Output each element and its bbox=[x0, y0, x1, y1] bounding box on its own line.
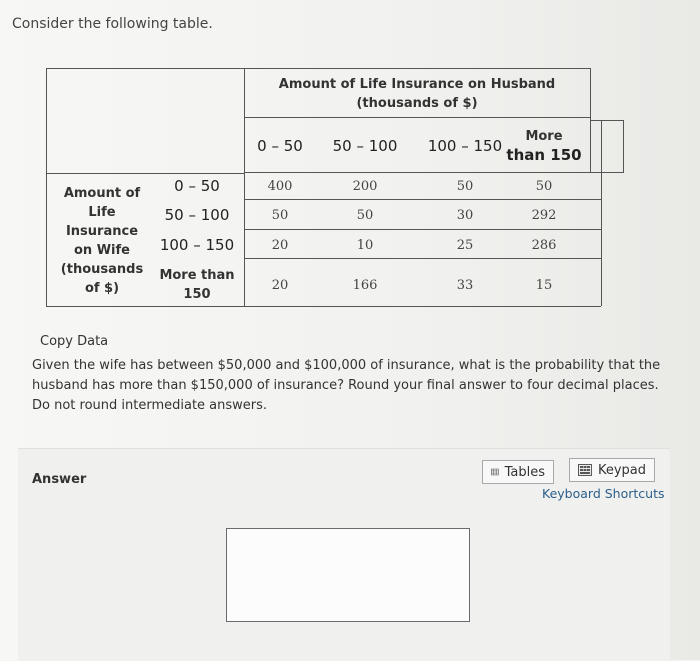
keyboard-shortcuts-link[interactable]: Keyboard Shortcuts bbox=[542, 486, 665, 501]
keypad-button-label: Keypad bbox=[597, 462, 646, 478]
table-cell: 200 bbox=[352, 178, 378, 194]
table-line bbox=[601, 120, 602, 306]
wife-header-line: of $) bbox=[84, 281, 120, 296]
wife-header-line: Life bbox=[88, 205, 116, 220]
table-cell: 50 bbox=[535, 178, 553, 194]
keypad-button[interactable] bbox=[569, 458, 655, 482]
table-cell: 33 bbox=[456, 277, 474, 293]
tables-button-label: Tables bbox=[504, 464, 545, 480]
table-border-top bbox=[46, 68, 590, 69]
table-line bbox=[244, 199, 601, 200]
row-header-more-than: More than bbox=[159, 268, 235, 283]
table-cell: 50 bbox=[271, 207, 289, 223]
row-header-0-50: 0 – 50 bbox=[174, 176, 220, 195]
column-header-more: More bbox=[525, 129, 563, 144]
husband-header bbox=[244, 74, 590, 114]
table-cell: 400 bbox=[267, 178, 293, 194]
table-line bbox=[244, 229, 601, 230]
table-cell: 286 bbox=[531, 237, 557, 253]
row-header-100-150: 100 – 150 bbox=[159, 235, 235, 254]
husband-header-line1: Amount of Life Insurance on Husband bbox=[278, 77, 556, 92]
table-cell: 20 bbox=[271, 277, 289, 293]
column-header-than-150: than 150 bbox=[506, 146, 582, 164]
table-border-left bbox=[46, 68, 47, 306]
column-header-0-50: 0 – 50 bbox=[257, 136, 303, 155]
question-text: Given the wife has between $50,000 and $100,000 of insurance, what is the probability that the husband has more than $150,000 of insurance? Round your final answer to four decimal places. Do not round intermediate answers. bbox=[32, 358, 661, 413]
table-line bbox=[244, 258, 601, 259]
table-cell: 30 bbox=[456, 207, 474, 223]
table-line bbox=[244, 117, 590, 118]
table-line bbox=[623, 120, 624, 172]
table-cell: 50 bbox=[456, 178, 474, 194]
wife-header-line: on Wife bbox=[74, 243, 130, 258]
row-header-150: 150 bbox=[183, 287, 211, 302]
column-header-50-100: 50 – 100 bbox=[332, 136, 398, 155]
column-header-more-than-150 bbox=[504, 124, 584, 168]
table-icon bbox=[491, 466, 499, 478]
tables-button[interactable] bbox=[482, 460, 554, 484]
table-cell: 166 bbox=[352, 277, 378, 293]
table-line bbox=[590, 120, 624, 121]
table-cell: 20 bbox=[271, 237, 289, 253]
column-header-100-150: 100 – 150 bbox=[427, 136, 503, 155]
table-line bbox=[244, 172, 624, 173]
table-line bbox=[590, 68, 591, 173]
copy-data-link[interactable]: Copy Data bbox=[40, 334, 109, 349]
table-cell: 292 bbox=[531, 207, 557, 223]
table-cell: 25 bbox=[456, 237, 474, 253]
table-border-bottom bbox=[46, 306, 601, 307]
wife-header-line: Amount of bbox=[63, 186, 141, 201]
wife-header-line: (thousands bbox=[60, 262, 144, 277]
intro-text: Consider the following table. bbox=[12, 16, 213, 32]
answer-label: Answer bbox=[32, 472, 87, 487]
wife-header bbox=[60, 182, 144, 300]
row-header-more-than-150 bbox=[150, 266, 244, 304]
table-cell: 10 bbox=[356, 237, 374, 253]
table-cell: 15 bbox=[535, 277, 553, 293]
row-header-50-100: 50 – 100 bbox=[164, 205, 230, 224]
keypad-icon bbox=[578, 464, 592, 476]
insurance-table bbox=[46, 68, 624, 306]
husband-header-line2: (thousands of $) bbox=[356, 96, 478, 111]
table-cell: 50 bbox=[356, 207, 374, 223]
answer-input[interactable] bbox=[226, 528, 470, 622]
wife-header-line: Insurance bbox=[65, 224, 139, 239]
